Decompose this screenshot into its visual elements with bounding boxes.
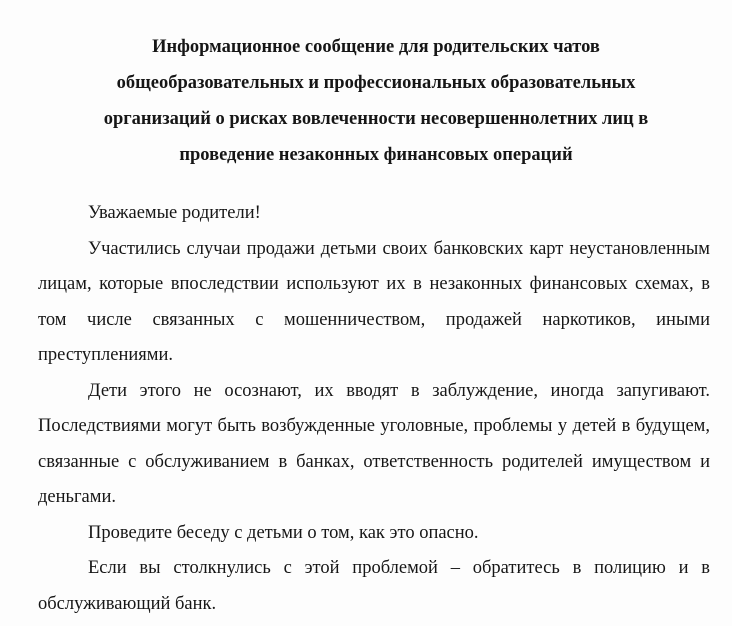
paragraph: Если вы столкнулись с этой проблемой – обратитесь в полицию и в обслуживающий банк. [38, 558, 710, 614]
salutation: Уважаемые родители! [88, 203, 261, 223]
paragraph: Участились случаи продажи детьми своих банковских карт неустановленным лицам, которые впоследствии используют их в незаконных финансовых схемах, в том числе связанных с мошенничеством, продажей наркотиков, иными преступлениями. [38, 238, 710, 365]
title-line: общеобразовательных и профессиональных образовательных [116, 73, 636, 93]
title-line: Информационное сообщение для родительских чатов [152, 37, 600, 57]
paragraph: Дети этого не осознают, их вводят в заблуждение, иногда запугивают. Последствиями могут быть возбужденные уголовные, проблемы у детей в будущем, связанные с обслуживанием в банках, ответственность родителей имуществом и деньгами. [38, 380, 710, 507]
paragraph: Проведите беседу с детьми о том, как это опасно. [88, 522, 479, 543]
title-line: проведение незаконных финансовых операций [179, 145, 573, 165]
title-line: организаций о рисках вовлеченности несовершеннолетних лиц в [103, 109, 649, 129]
document-title [40, 29, 712, 173]
document-body [38, 196, 710, 622]
